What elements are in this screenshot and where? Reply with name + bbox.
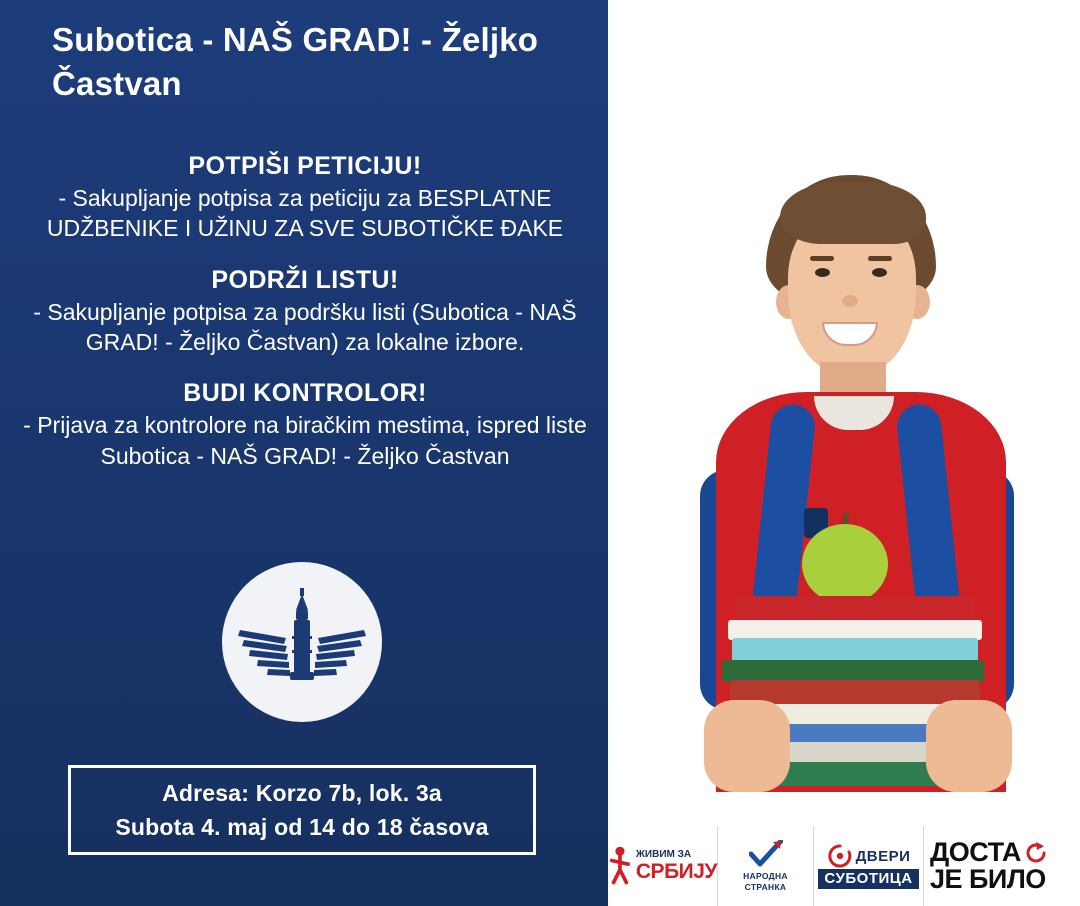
page-title: Subotica - NAŠ GRAD! - Željko Častvan (52, 21, 539, 102)
logo-narodna-line-2: СТРАНКА (744, 881, 787, 892)
logo-zivim-small-text: ЖИВИМ ЗА (635, 848, 692, 860)
address-line-1: Adresa: Korzo 7b, lok. 3a (162, 779, 442, 806)
partner-logo-strip (608, 826, 1080, 906)
checkmark-flag-icon (749, 840, 783, 868)
hair-fringe (780, 182, 926, 244)
book-1 (728, 620, 982, 640)
logo-dveri-bottom: СУБОТИЦА (818, 869, 918, 888)
section-heading: BUDI KONTROLOR! (183, 379, 427, 408)
logo-dosta-line-2: ЈЕ БИЛО (930, 864, 1046, 894)
dveri-spiral-icon (827, 843, 853, 869)
section-heading: POTPIŠI PETICIJU! (188, 152, 422, 180)
green-apple (802, 524, 888, 604)
logo-dosta-je-bilo (924, 826, 1080, 906)
logo-dveri-top: ДВЕРИ (855, 847, 911, 865)
logo-zivim-za-srbiju (608, 826, 718, 906)
book-0 (736, 596, 974, 622)
book-3 (722, 660, 984, 682)
eye-left (815, 268, 830, 277)
call-to-action-sections (20, 152, 590, 493)
nose (842, 295, 858, 307)
section-body: - Prijava za kontrolore na biračkim mestima, ispred liste Subotica - NAŠ GRAD! - Željko Častvan (23, 412, 587, 469)
section-lista (20, 266, 590, 358)
eyebrow-left (810, 256, 834, 261)
address-line-2: Subota 4. maj od 14 do 18 časova (115, 814, 489, 840)
student-photo (608, 0, 1080, 906)
logo-narodna-stranka (718, 826, 814, 906)
section-kontrolor (20, 379, 590, 471)
book-2 (732, 638, 978, 662)
eyebrow-right (868, 256, 892, 261)
refresh-arrow-icon (1024, 841, 1048, 865)
eagle-tower-emblem-icon (222, 562, 382, 722)
hand-left (704, 700, 790, 792)
hand-right (926, 700, 1012, 792)
section-peticija (20, 152, 590, 244)
address-box (68, 765, 536, 855)
section-body: - Sakupljanje potpisa za podršku listi (Subotica - NAŠ GRAD! - Željko Častvan) za lokalne izbore. (33, 298, 577, 356)
running-man-icon (608, 844, 632, 888)
boy-with-books-illustration (608, 0, 1080, 906)
logo-dosta-line-1: ДОСТА (930, 837, 1021, 867)
section-body: - Sakupljanje potpisa za peticiju za BESPLATNE UDŽBENIKE I UŽINU ZA SVE SUBOTIČKE ĐAKE (46, 185, 564, 242)
section-heading: PODRŽI LISTU! (211, 265, 399, 294)
eye-right (872, 268, 887, 277)
logo-dveri-subotica (814, 826, 924, 906)
logo-narodna-line-1: НАРОДНА (743, 870, 788, 881)
logo-zivim-big-text: СРБИЈУ (635, 859, 717, 883)
